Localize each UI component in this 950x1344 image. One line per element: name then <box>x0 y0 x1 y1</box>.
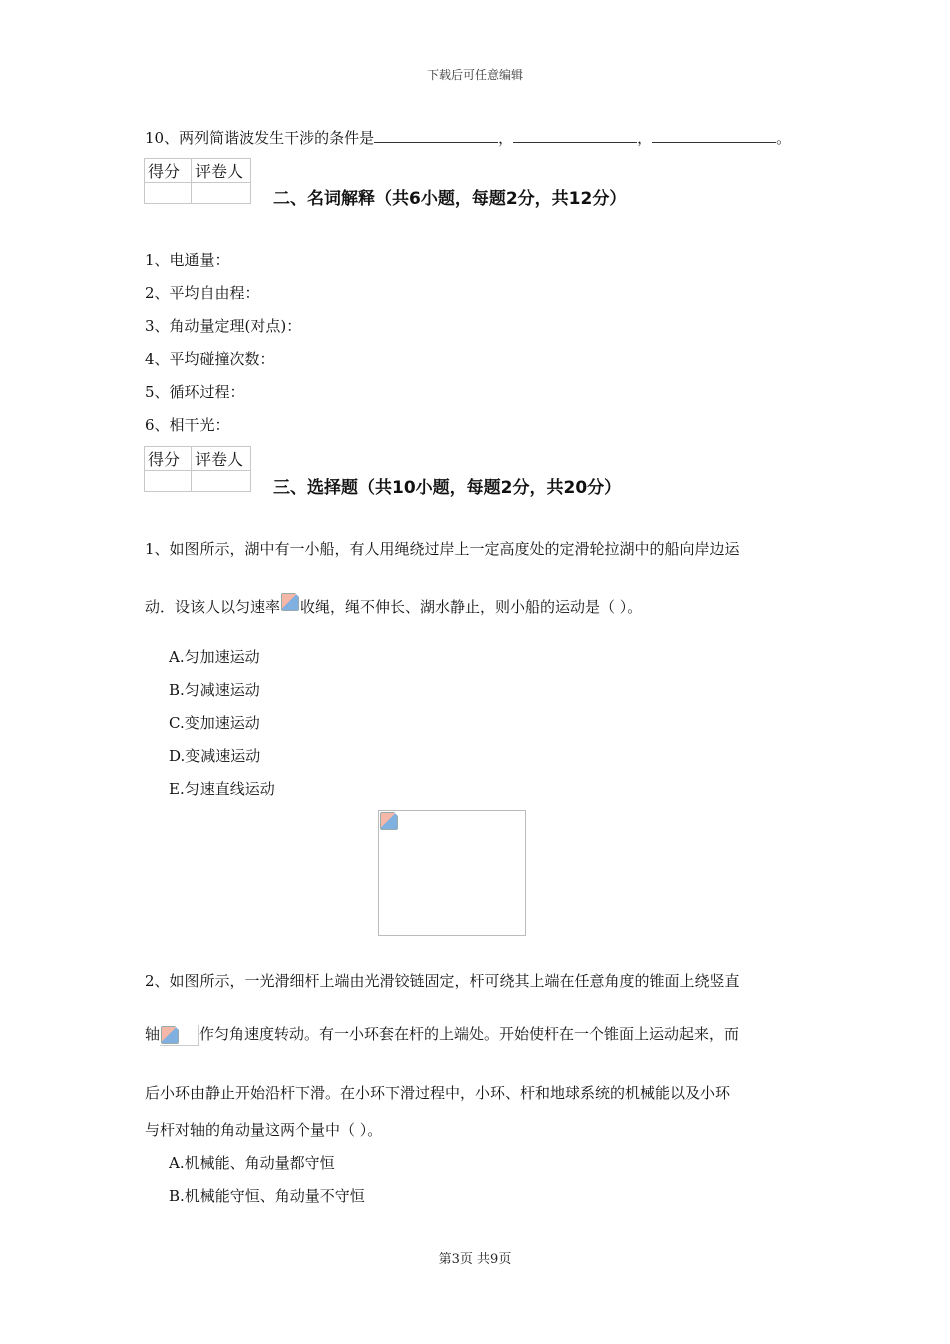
broken-image-icon <box>379 811 399 831</box>
section-3-title: 三、选择题（共10小题，每题2分，共20分） <box>273 478 622 498</box>
score-cell <box>145 471 192 492</box>
q1-option-b: B.匀减速运动 <box>169 681 260 699</box>
section-2-title: 二、名词解释（共6小题，每题2分，共12分） <box>273 189 627 209</box>
term-item: 3、角动量定理(对点)： <box>145 317 302 335</box>
broken-image-icon <box>280 592 300 612</box>
broken-image-icon <box>160 1025 180 1045</box>
q1-option-e: E.匀速直线运动 <box>169 780 275 798</box>
q2-line-4: 与杆对轴的角动量这两个量中（ ）。 <box>145 1121 383 1139</box>
grader-header: 评卷人 <box>192 159 251 183</box>
term-item: 6、相干光： <box>145 416 230 434</box>
q1-line-2b: 收绳，绳不伸长、湖水静止，则小船的运动是（ ）。 <box>300 598 643 616</box>
q2-line-3: 后小环由静止开始沿杆下滑。在小环下滑过程中，小环、杆和地球系统的机械能以及小环 <box>145 1084 731 1102</box>
page-footer: 第3页 共9页 <box>438 1252 512 1267</box>
q1-figure <box>378 810 526 936</box>
score-table <box>144 158 251 204</box>
question-10-text: 10、两列简谐波发生干涉的条件是 <box>145 129 375 147</box>
q2-inline-figure <box>160 1025 199 1046</box>
q2-line-2 <box>145 1023 739 1046</box>
q1-line-1: 1、如图所示，湖中有一小船，有人用绳绕过岸上一定高度处的定滑轮拉湖中的船向岸边运 <box>145 540 740 558</box>
separator: ， <box>637 129 653 147</box>
page-header: 下载后可任意编辑 <box>426 68 523 82</box>
term-item: 4、平均碰撞次数： <box>145 350 275 368</box>
q1-option-a: A.匀加速运动 <box>169 648 260 666</box>
q2-option-b: B.机械能守恒、角动量不守恒 <box>169 1187 365 1205</box>
term-item: 1、电通量： <box>145 251 230 269</box>
q2-option-a: A.机械能、角动量都守恒 <box>169 1154 335 1172</box>
blank-3[interactable] <box>652 128 776 143</box>
separator: ， <box>498 129 514 147</box>
grader-cell <box>192 183 251 204</box>
blank-2[interactable] <box>513 128 637 143</box>
q1-line-2a: 动．设该人以匀速率 <box>145 598 281 616</box>
grader-cell <box>192 471 251 492</box>
score-cell <box>145 183 192 204</box>
q2-line-1: 2、如图所示，一光滑细杆上端由光滑铰链固定，杆可绕其上端在任意角度的锥面上绕竖直 <box>145 972 740 990</box>
score-header: 得分 <box>145 159 192 183</box>
score-header: 得分 <box>145 447 192 471</box>
term-item: 2、平均自由程： <box>145 284 260 302</box>
q2-line-2a: 轴 <box>145 1025 161 1043</box>
blank-1[interactable] <box>374 128 498 143</box>
q1-option-c: C.变加速运动 <box>169 714 260 732</box>
q1-option-d: D.变减速运动 <box>169 747 261 765</box>
q1-line-2 <box>145 596 642 618</box>
grader-header: 评卷人 <box>192 447 251 471</box>
score-table <box>144 446 251 492</box>
q2-line-2b: 作匀角速度转动。有一小环套在杆的上端处。开始使杆在一个锥面上运动起来，而 <box>199 1025 740 1043</box>
question-10 <box>145 127 791 149</box>
period: 。 <box>776 129 792 147</box>
term-item: 5、循环过程： <box>145 383 245 401</box>
